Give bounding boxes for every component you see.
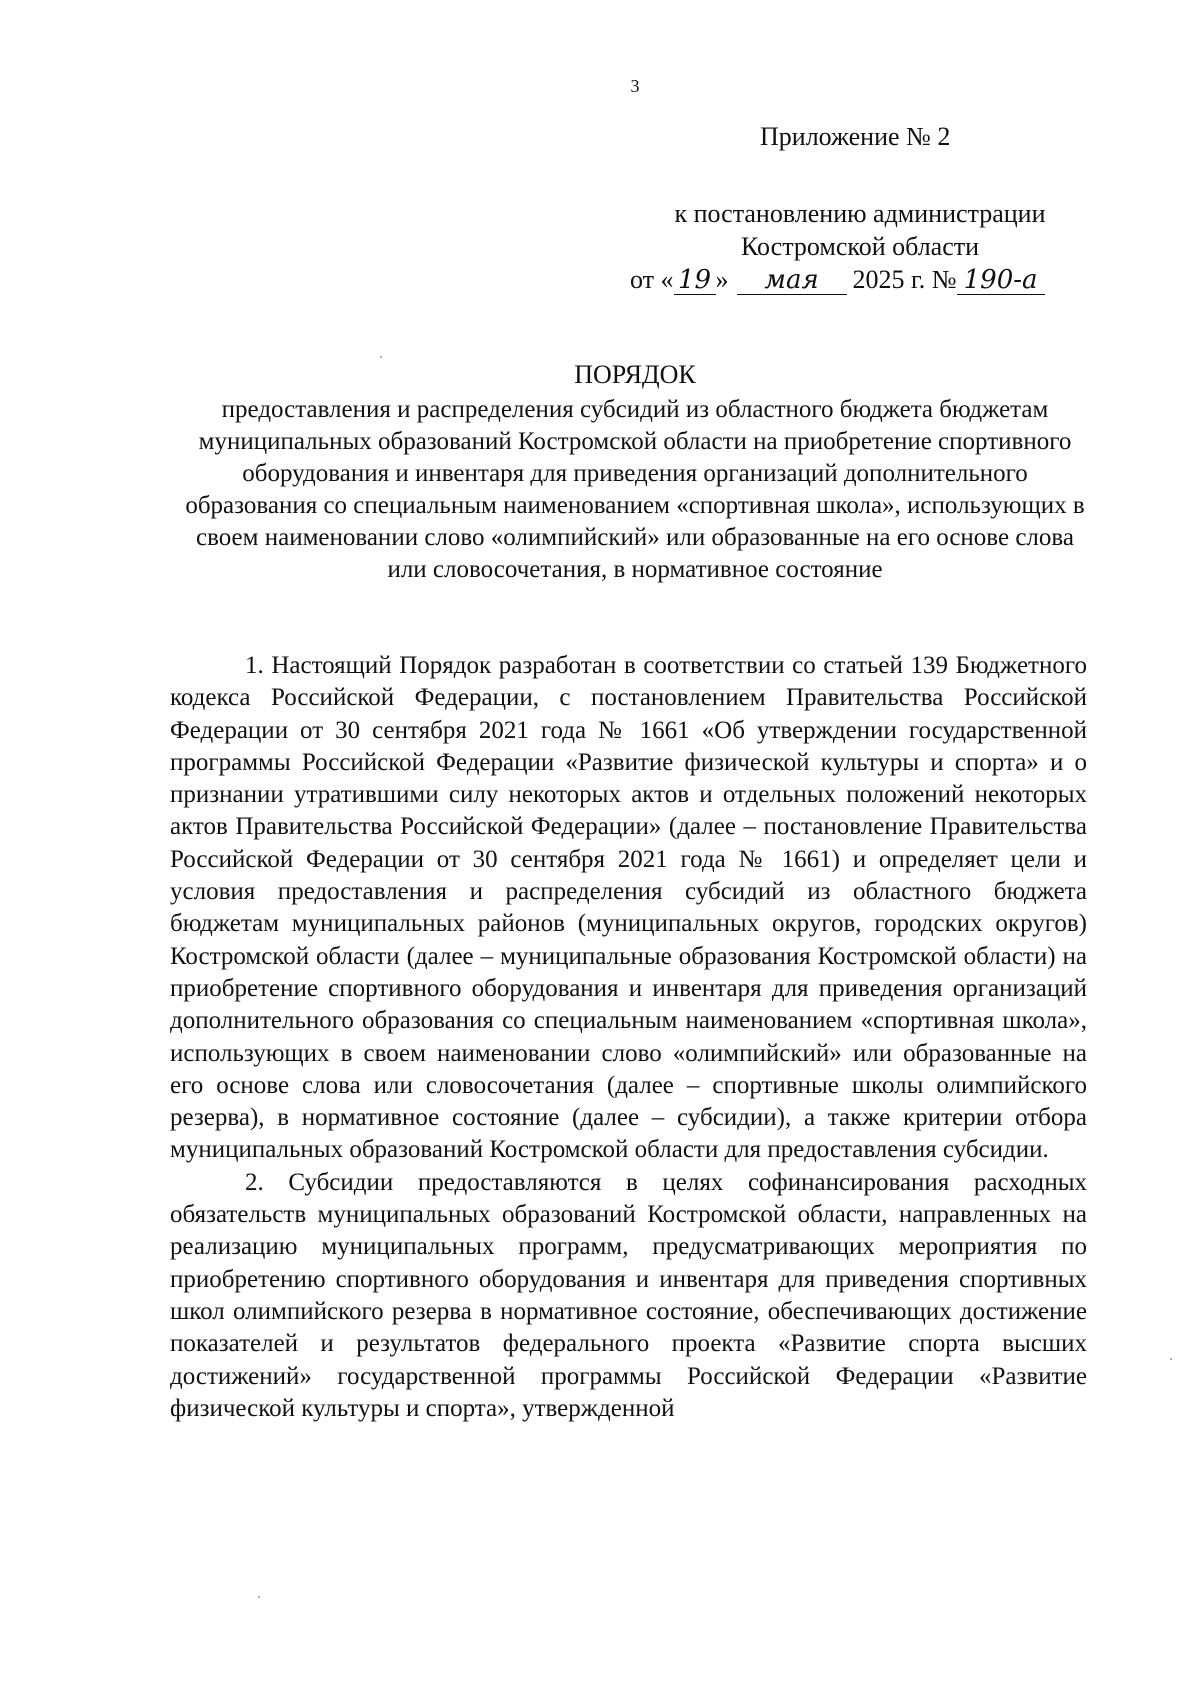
scan-speck <box>258 1596 260 1598</box>
date-mid: » <box>715 265 729 294</box>
appendix-label: Приложение № 2 <box>760 122 951 151</box>
date-year: 2025 г. № <box>852 265 957 294</box>
paragraph-1: 1. Настоящий Порядок разработан в соответствии со статьей 139 Бюджетного кодекса Российской Федерации, с постановлением Правительства Российской Федерации от 30 сентября 2021 года № 1661 «Об утверждении государственной программы Российской Федерации «Развитие физической культуры и спорта» и о признании утратившими силу некоторых актов и отдельных положений некоторых актов Правительства Российской Федерации» (далее – постановление Правительства Российской Федерации от 30 сентября 2021 года № 1661) и определяет цели и условия предоставления и распределения субсидий из областного бюджета бюджетам муниципальных районов (муниципальных округов, городских округов) Костромской области (далее – муниципальные образования Костромской области) на приобретение спортивного оборудования и инвентаря для приведения организаций дополнительного образования со специальным наименованием «спортивная школа», использующих в своем наименовании слово «олимпийский» или образованные на его основе слова или словосочетания (далее – спортивные школы олимпийского резерва), в нормативное состояние (далее – субсидии), а также критерии отбора муниципальных образований Костромской области для предоставления субсидии. <box>170 652 1087 1164</box>
scan-speck <box>380 356 382 358</box>
date-prefix: от « <box>630 265 674 294</box>
scan-speck <box>1170 1358 1172 1360</box>
decree-reference <box>630 197 1080 296</box>
paragraph-2: 2. Субсидии предоставляются в целях софинансирования расходных обязательств муниципальных образований Костромской области, направленных на реализацию муниципальных программ, предусматривающих мероприятия по приобретению спортивного оборудования и инвентаря для приведения спортивных школ олимпийского резерва в нормативное состояние, обеспечивающих достижение показателей и результатов федерального проекта «Развитие спорта высших достижений» государственной программы Российской Федерации «Развитие физической культуры и спорта», утвержденной <box>170 1168 1087 1422</box>
handwritten-decree-number: 190-а <box>957 266 1045 295</box>
decree-line-2: Костромской области <box>740 232 980 261</box>
page-number: 3 <box>630 76 640 96</box>
decree-date <box>630 263 1080 296</box>
document-title: ПОРЯДОК <box>574 360 696 389</box>
decree-line-1: к постановлению администрации <box>674 199 1046 228</box>
handwritten-day: 19 <box>674 266 716 295</box>
document-subtitle: предоставления и распределения субсидий из областного бюджета бюджетам муниципальных образований Костромской области на приобретение спортивного оборудования и инвентаря для приведения организаций дополнительного образования со специальным наименованием «спортивная школа», использующих в своем наименовании слово «олимпийский» или образованные на его основе слова или словосочетания, в нормативное состояние <box>185 396 1085 583</box>
handwritten-month: мая <box>737 266 847 295</box>
document-body <box>170 650 1087 1425</box>
